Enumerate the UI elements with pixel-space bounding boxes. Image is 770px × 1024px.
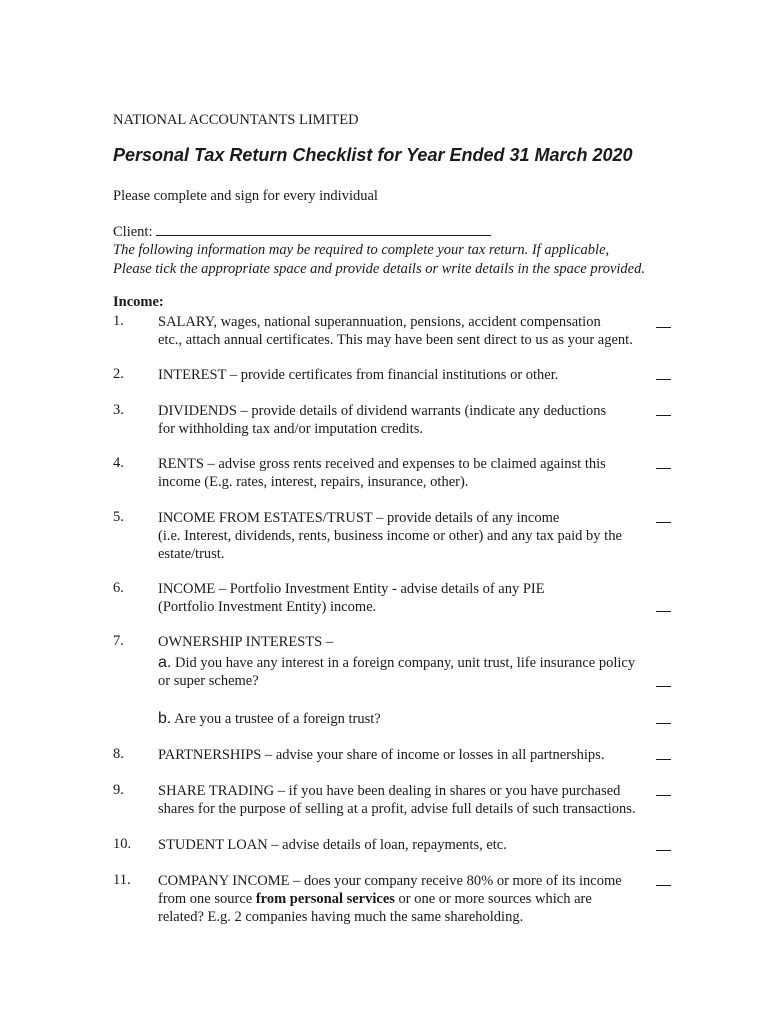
item-number: 4.: [113, 455, 124, 471]
item-line: SHARE TRADING – if you have been dealing in shares or you have purchased: [158, 783, 621, 799]
tick-space[interactable]: [656, 758, 671, 760]
item-line: Did you have any interest in a foreign company, unit trust, life insurance policy: [174, 655, 636, 671]
item-line: RENTS – advise gross rents received and expenses to be claimed against this: [158, 456, 606, 472]
item-text: [158, 782, 636, 818]
item-line: income (E.g. rates, interest, repairs, insurance, other).: [158, 474, 469, 490]
sub-item-letter: b.: [158, 710, 172, 727]
item-line: Are you a trustee of a foreign trust?: [174, 711, 381, 727]
item-line: STUDENT LOAN – advise details of loan, repayments, etc.: [158, 837, 507, 853]
item-line: shares for the purpose of selling at a profit, advise full details of such transactions.: [158, 801, 636, 817]
item-text-segment: from one source: [158, 891, 256, 907]
item-line: related? E.g. 2 companies having much the same shareholding.: [158, 909, 524, 925]
item-line: OWNERSHIP INTERESTS –: [158, 634, 334, 650]
sub-item-a: [158, 654, 635, 690]
item-number: 8.: [113, 746, 124, 762]
income-heading: Income:: [113, 294, 164, 310]
item-number: 6.: [113, 580, 124, 596]
item-line: (i.e. Interest, dividends, rents, business income or other) and any tax paid by the: [158, 528, 622, 544]
item-text: [158, 509, 622, 563]
sub-item-letter: a.: [158, 654, 172, 671]
item-text: [158, 313, 633, 349]
item-text: [158, 746, 604, 764]
item-line: or super scheme?: [158, 673, 259, 689]
item-number: 3.: [113, 402, 124, 418]
item-line: estate/trust.: [158, 546, 225, 562]
note-line: The following information may be required to complete your tax return. If applicable,: [113, 242, 610, 258]
item-text: [158, 580, 545, 616]
item-text: [158, 366, 558, 384]
tick-space[interactable]: [656, 722, 671, 724]
item-line: DIVIDENDS – provide details of dividend warrants (indicate any deductions: [158, 403, 607, 419]
item-text-bold: from personal services: [255, 891, 395, 907]
item-number: 5.: [113, 509, 124, 525]
page-title: Personal Tax Return Checklist for Year Ended 31 March 2020: [113, 145, 633, 165]
item-number: 7.: [113, 633, 124, 649]
client-input-line[interactable]: [156, 223, 491, 236]
tick-space[interactable]: [656, 326, 671, 328]
item-text: [158, 836, 507, 854]
instruction-text: Please complete and sign for every individual: [113, 188, 378, 204]
tick-space[interactable]: [656, 685, 671, 687]
item-line: INTEREST – provide certificates from financial institutions or other.: [158, 367, 559, 383]
tick-space[interactable]: [656, 849, 671, 851]
item-line: SALARY, wages, national superannuation, pensions, accident compensation: [158, 314, 601, 330]
tick-space[interactable]: [656, 884, 671, 886]
item-text: [158, 633, 333, 651]
item-line: INCOME – Portfolio Investment Entity - advise details of any PIE: [158, 581, 545, 597]
tick-space[interactable]: [656, 521, 671, 523]
client-field[interactable]: [113, 223, 491, 241]
item-number: 10.: [113, 836, 132, 852]
item-text: [158, 402, 606, 438]
item-number: 1.: [113, 313, 124, 329]
tick-space[interactable]: [656, 414, 671, 416]
tick-space[interactable]: [656, 378, 671, 380]
tick-space[interactable]: [656, 794, 671, 796]
item-line: for withholding tax and/or imputation credits.: [158, 421, 423, 437]
item-text: [158, 872, 622, 926]
item-line: (Portfolio Investment Entity) income.: [158, 599, 377, 615]
item-line: [158, 890, 622, 908]
tick-space[interactable]: [656, 610, 671, 612]
item-line: INCOME FROM ESTATES/TRUST – provide details of any income: [158, 510, 560, 526]
item-line: PARTNERSHIPS – advise your share of income or losses in all partnerships.: [158, 747, 605, 763]
client-label: Client:: [113, 224, 153, 240]
instruction-note: [113, 241, 645, 279]
item-number: 11.: [113, 872, 131, 888]
item-number: 9.: [113, 782, 124, 798]
note-line: Please tick the appropriate space and provide details or write details in the space provided.: [113, 261, 645, 277]
sub-item-b: [158, 710, 381, 728]
company-name: NATIONAL ACCOUNTANTS LIMITED: [113, 112, 359, 128]
item-line: COMPANY INCOME – does your company receive 80% or more of its income: [158, 873, 622, 889]
item-text: [158, 455, 606, 491]
item-text-segment: or one or more sources which are: [394, 891, 592, 907]
item-line: etc., attach annual certificates. This may have been sent direct to us as your agent.: [158, 332, 633, 348]
tick-space[interactable]: [656, 467, 671, 469]
item-number: 2.: [113, 366, 124, 382]
